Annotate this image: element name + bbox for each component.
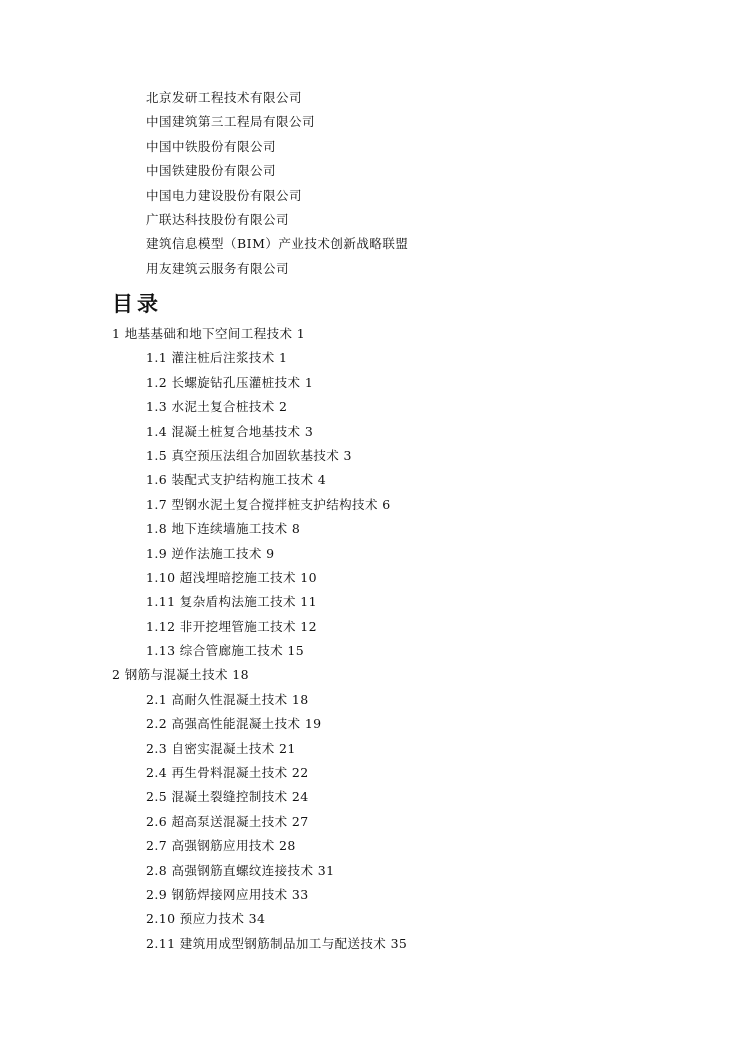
toc-section-entry[interactable]: 2.10 预应力技术 34: [146, 911, 266, 927]
toc-section-entry[interactable]: 1.11 复杂盾构法施工技术 11: [146, 594, 317, 610]
toc-section-entry[interactable]: 1.3 水泥土复合桩技术 2: [146, 399, 288, 415]
organization-item: 建筑信息模型（BIM）产业技术创新战略联盟: [146, 236, 409, 252]
toc-section-entry[interactable]: 1.10 超浅埋暗挖施工技术 10: [146, 569, 317, 585]
toc-section-entry[interactable]: 1.5 真空预压法组合加固软基技术 3: [146, 447, 352, 463]
toc-section-entry[interactable]: 2.9 钢筋焊接网应用技术 33: [146, 886, 309, 902]
toc-section-entry[interactable]: 1.7 型钢水泥土复合搅拌桩支护结构技术 6: [146, 496, 391, 512]
organization-item: 广联达科技股份有限公司: [146, 211, 290, 227]
organization-item: 北京发研工程技术有限公司: [146, 90, 303, 105]
toc-section-entry[interactable]: 2.2 高强高性能混凝土技术 19: [146, 716, 322, 732]
toc-chapter-entry[interactable]: 1 地基基础和地下空间工程技术 1: [112, 326, 306, 341]
organization-item: 中国电力建设股份有限公司: [146, 187, 303, 203]
toc-section-entry[interactable]: 2.6 超高泵送混凝土技术 27: [146, 813, 309, 829]
organization-item: 中国铁建股份有限公司: [146, 163, 277, 179]
organization-item: 中国建筑第三工程局有限公司: [146, 114, 316, 130]
toc-chapter-entry[interactable]: 2 钢筋与混凝土技术 18: [112, 667, 250, 683]
organization-list: [146, 88, 408, 283]
toc-section-entry[interactable]: 2.4 再生骨料混凝土技术 22: [146, 765, 309, 781]
toc-section-entry[interactable]: 1.2 长螺旋钻孔压灌桩技术 1: [146, 374, 314, 390]
toc-section-entry[interactable]: 1.4 混凝土桩复合地基技术 3: [146, 423, 314, 439]
toc-section-entry[interactable]: 2.5 混凝土裂缝控制技术 24: [146, 789, 309, 805]
toc-section-entry[interactable]: 2.7 高强钢筋应用技术 28: [146, 838, 296, 854]
organization-item: 中国中铁股份有限公司: [146, 138, 277, 154]
table-of-contents: [112, 325, 407, 959]
toc-section-entry[interactable]: 2.11 建筑用成型钢筋制品加工与配送技术 35: [146, 935, 408, 951]
toc-section-entry[interactable]: 1.8 地下连续墙施工技术 8: [146, 521, 301, 537]
toc-heading: 目录: [112, 292, 162, 316]
toc-section-entry[interactable]: 1.1 灌注桩后注浆技术 1: [146, 350, 288, 366]
toc-section-entry[interactable]: 1.6 装配式支护结构施工技术 4: [146, 472, 327, 488]
toc-section-entry[interactable]: 2.3 自密实混凝土技术 21: [146, 740, 296, 756]
toc-section-entry[interactable]: 2.1 高耐久性混凝土技术 18: [146, 691, 309, 707]
toc-section-entry[interactable]: 2.8 高强钢筋直螺纹连接技术 31: [146, 862, 335, 878]
toc-section-entry[interactable]: 1.13 综合管廊施工技术 15: [146, 643, 305, 659]
organization-item: 用友建筑云服务有限公司: [146, 260, 290, 276]
toc-section-entry[interactable]: 1.9 逆作法施工技术 9: [146, 545, 275, 561]
toc-section-entry[interactable]: 1.12 非开挖埋管施工技术 12: [146, 618, 317, 634]
